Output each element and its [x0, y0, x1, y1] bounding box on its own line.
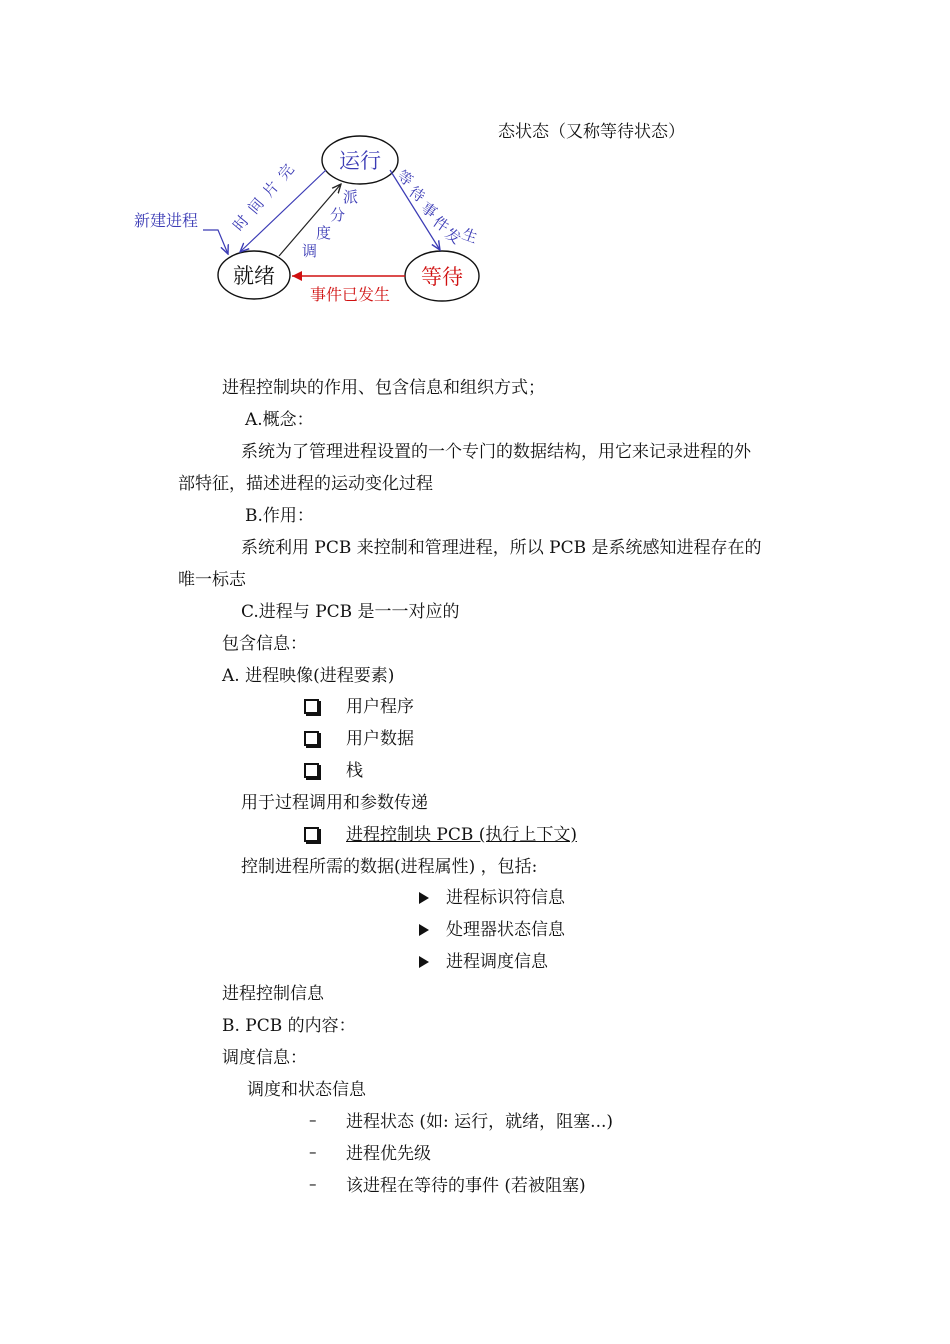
text-line: A. 进程映像(进程要素): [222, 666, 395, 686]
checkbox-bullet-icon: [304, 763, 319, 778]
process-state-diagram: [0, 0, 950, 340]
svg-text:待: 待: [405, 182, 429, 206]
list-item: 该进程在等待的事件 (若被阻塞): [346, 1176, 586, 1196]
text-line: A.概念：: [245, 410, 314, 430]
wait-event-label: [394, 167, 480, 248]
waiting-label: 等待: [421, 265, 463, 289]
list-item: 用户程序: [346, 697, 414, 717]
list-item: 用户数据: [346, 729, 414, 749]
heading-fragment: 态状态（又称等待状态）: [498, 122, 685, 142]
list-item: 进程优先级: [346, 1144, 431, 1164]
text-line: 用于过程调用和参数传递: [241, 793, 428, 813]
arrow-bullet-icon: [419, 924, 429, 936]
dash-bullet: –: [309, 1143, 317, 1161]
text-line: 包含信息：: [222, 634, 307, 654]
text-line: 唯一标志: [178, 570, 246, 590]
svg-text:生: 生: [459, 224, 480, 247]
dash-bullet: –: [309, 1175, 317, 1193]
dispatch-label: [302, 188, 358, 260]
text-line: 进程控制信息: [222, 984, 324, 1004]
arrow-bullet-icon: [419, 892, 429, 904]
text-line: 控制进程所需的数据(进程属性) ，包括:: [241, 857, 538, 877]
svg-text:事: 事: [417, 198, 441, 222]
svg-text:发: 发: [441, 224, 465, 248]
checkbox-bullet-icon: [304, 827, 319, 842]
svg-text:时: 时: [229, 211, 253, 235]
time-slice-label: [229, 160, 297, 234]
text-line: 系统利用 PCB 来控制和管理进程，所以 PCB 是系统感知进程存在的: [241, 538, 762, 558]
text-line: 调度和状态信息: [247, 1080, 366, 1100]
list-item: 进程标识符信息: [446, 888, 565, 908]
new-process-label: 新建进程: [134, 211, 199, 230]
arrow-bullet-icon: [419, 956, 429, 968]
svg-text:件: 件: [429, 212, 453, 236]
dash-bullet: –: [309, 1111, 317, 1129]
text-line: B.作用：: [245, 506, 314, 526]
text-line: B. PCB 的内容：: [222, 1016, 356, 1036]
svg-text:派: 派: [343, 188, 359, 206]
svg-text:分: 分: [330, 206, 346, 224]
svg-text:片: 片: [259, 177, 283, 201]
svg-text:等: 等: [393, 166, 417, 190]
checkbox-bullet-icon: [304, 699, 319, 714]
svg-text:调: 调: [302, 242, 318, 260]
list-item: 进程控制块 PCB (执行上下文): [346, 825, 578, 845]
svg-text:间: 间: [244, 194, 268, 218]
list-item: 栈: [346, 761, 363, 781]
svg-text:度: 度: [316, 224, 332, 242]
text-line: 进程控制块的作用、包含信息和组织方式；: [222, 378, 545, 398]
ready-label: 就绪: [233, 264, 275, 288]
list-item: 进程状态 (如: 运行，就绪，阻塞...): [346, 1112, 614, 1132]
svg-text:完: 完: [274, 160, 298, 184]
event-occurred-label: 事件已发生: [310, 285, 391, 304]
list-item: 进程调度信息: [446, 952, 548, 972]
list-item: 处理器状态信息: [446, 920, 565, 940]
text-line: 调度信息：: [222, 1048, 307, 1068]
text-line: 部特征，描述进程的运动变化过程: [178, 474, 433, 494]
text-line: 系统为了管理进程设置的一个专门的数据结构，用它来记录进程的外: [241, 442, 751, 462]
checkbox-bullet-icon: [304, 731, 319, 746]
running-label: 运行: [339, 149, 381, 173]
text-line: C.进程与 PCB 是一一对应的: [241, 602, 460, 622]
new-process-arrow: [203, 230, 228, 254]
